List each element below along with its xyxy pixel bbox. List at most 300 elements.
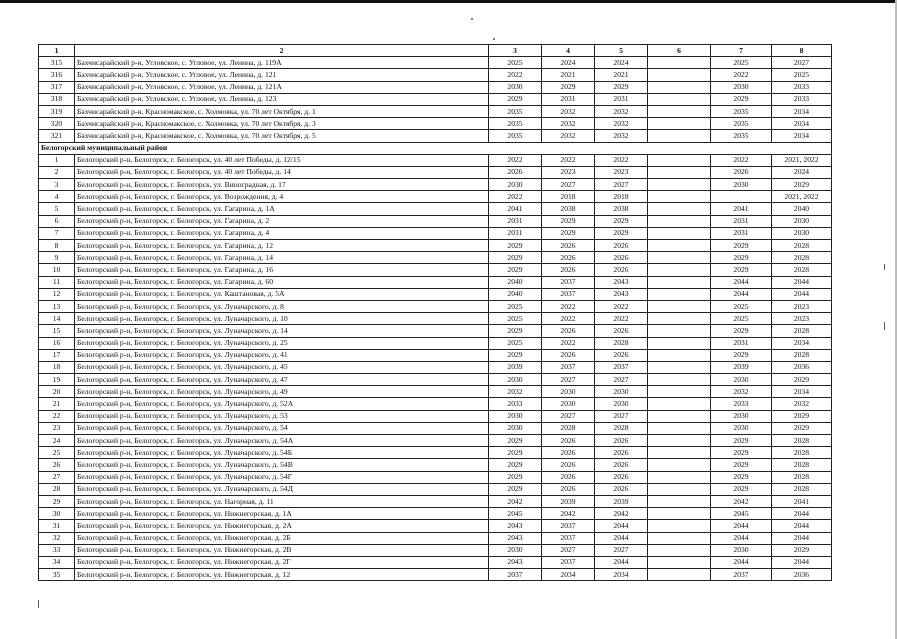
- table-row: [39, 154, 832, 166]
- table-row: [39, 276, 832, 288]
- address-cell: Бахчисарайский р-н, Красномакское, с. Холмовка, ул. 70 лет Октября, д. 1: [75, 105, 489, 117]
- year-cell: 2035: [489, 130, 542, 142]
- year-cell: 2018: [542, 191, 595, 203]
- row-number-cell: 29: [39, 495, 75, 507]
- address-cell: Бахчисарайский р-н, Угловское, с. Угловое, ул. Ленина, д. 121А: [75, 81, 489, 93]
- year-cell: 2039: [711, 361, 772, 373]
- year-cell: 2029: [772, 422, 832, 434]
- year-cell: [648, 569, 711, 581]
- year-cell: 2029: [711, 435, 772, 447]
- section-title: Белогорский муниципальный район: [39, 142, 832, 154]
- year-cell: 2044: [711, 556, 772, 568]
- year-cell: 2029: [711, 349, 772, 361]
- scan-speck: [884, 322, 885, 330]
- address-cell: Белогорский р-н, Белогорск, г. Белогорск, ул. Луначарского, д. 54Г: [75, 471, 489, 483]
- year-cell: 2029: [772, 374, 832, 386]
- year-cell: 2027: [595, 179, 648, 191]
- year-cell: [648, 520, 711, 532]
- year-cell: 2026: [542, 252, 595, 264]
- table-row: [39, 422, 832, 434]
- year-cell: 2022: [595, 313, 648, 325]
- year-cell: 2030: [711, 81, 772, 93]
- table-row: [39, 313, 832, 325]
- year-cell: 2025: [711, 57, 772, 69]
- year-cell: 2030: [489, 544, 542, 556]
- year-cell: 2043: [595, 288, 648, 300]
- year-cell: 2034: [595, 569, 648, 581]
- year-cell: 2037: [542, 520, 595, 532]
- row-number-cell: 12: [39, 288, 75, 300]
- year-cell: 2042: [489, 495, 542, 507]
- table-row: [39, 569, 832, 581]
- address-cell: Белогорский р-н, Белогорск, г. Белогорск, ул. Луначарского, д. 54Д: [75, 483, 489, 495]
- table-row: [39, 215, 832, 227]
- year-cell: 2029: [711, 459, 772, 471]
- year-cell: 2026: [595, 240, 648, 252]
- column-header: 2: [75, 45, 489, 57]
- address-cell: Белогорский р-н, Белогорск, г. Белогорск, ул. Гагарина, д. 12: [75, 240, 489, 252]
- year-cell: 2035: [711, 130, 772, 142]
- address-cell: Белогорский р-н, Белогорск, г. Белогорск, ул. Луначарского, д. 41: [75, 349, 489, 361]
- year-cell: 2025: [489, 300, 542, 312]
- year-cell: 2029: [711, 447, 772, 459]
- row-number-cell: 11: [39, 276, 75, 288]
- address-cell: Белогорский р-н, Белогорск, г. Белогорск, ул. Луначарского, д. 8: [75, 300, 489, 312]
- year-cell: 2027: [595, 374, 648, 386]
- address-cell: Бахчисарайский р-н, Угловское, с. Угловое, ул. Ленина, д. 121: [75, 69, 489, 81]
- year-cell: 2026: [542, 264, 595, 276]
- address-cell: Белогорский р-н, Белогорск, г. Белогорск, ул. Луначарского, д. 10: [75, 313, 489, 325]
- section-row: [39, 142, 832, 154]
- address-cell: Белогорский р-н, Белогорск, г. Белогорск, ул. 40 лет Победы, д. 14: [75, 166, 489, 178]
- table-row: [39, 398, 832, 410]
- year-cell: [648, 544, 711, 556]
- year-cell: 2044: [711, 288, 772, 300]
- year-cell: 2030: [489, 81, 542, 93]
- table-row: [39, 81, 832, 93]
- year-cell: 2029: [489, 435, 542, 447]
- row-number-cell: 21: [39, 398, 75, 410]
- year-cell: 2022: [542, 313, 595, 325]
- address-cell: Бахчисарайский р-н, Красномакское, с. Холмовка, ул. 70 лет Октября, д. 3: [75, 118, 489, 130]
- year-cell: [648, 166, 711, 178]
- year-cell: 2022: [489, 69, 542, 81]
- row-number-cell: 30: [39, 508, 75, 520]
- year-cell: 2032: [595, 118, 648, 130]
- column-header: 1: [39, 45, 75, 57]
- year-cell: 2026: [595, 447, 648, 459]
- table-row: [39, 288, 832, 300]
- row-number-cell: 318: [39, 93, 75, 105]
- table-row: [39, 483, 832, 495]
- address-cell: Бахчисарайский р-н, Красномакское, с. Холмовка, ул. 70 лет Октября, д. 5: [75, 130, 489, 142]
- address-cell: Белогорский р-н, Белогорск, г. Белогорск, ул. Гагарина, д. 16: [75, 264, 489, 276]
- year-cell: 2022: [711, 69, 772, 81]
- table-row: [39, 93, 832, 105]
- year-cell: [648, 361, 711, 373]
- year-cell: 2026: [542, 459, 595, 471]
- column-header: 3: [489, 45, 542, 57]
- year-cell: 2027: [772, 57, 832, 69]
- year-cell: 2023: [772, 313, 832, 325]
- year-cell: 2037: [542, 361, 595, 373]
- year-cell: 2044: [711, 520, 772, 532]
- row-number-cell: 23: [39, 422, 75, 434]
- address-cell: Белогорский р-н, Белогорск, г. Белогорск, ул. Луначарского, д. 54А: [75, 435, 489, 447]
- year-cell: 2022: [489, 191, 542, 203]
- year-cell: 2024: [595, 57, 648, 69]
- year-cell: 2026: [542, 325, 595, 337]
- year-cell: 2027: [542, 374, 595, 386]
- year-cell: 2035: [711, 118, 772, 130]
- row-number-cell: 17: [39, 349, 75, 361]
- address-cell: Бахчисарайский р-н, Угловское, с. Угловое, ул. Ленина, д. 123: [75, 93, 489, 105]
- year-cell: [648, 556, 711, 568]
- year-cell: 2040: [772, 203, 832, 215]
- year-cell: 2029: [489, 349, 542, 361]
- year-cell: 2043: [489, 532, 542, 544]
- year-cell: 2034: [772, 386, 832, 398]
- year-cell: 2026: [595, 459, 648, 471]
- year-cell: 2025: [711, 300, 772, 312]
- scan-speck: [471, 18, 473, 20]
- address-cell: Белогорский р-н, Белогорск, г. Белогорск, ул. Нижнегорская, д. 12: [75, 569, 489, 581]
- year-cell: 2028: [772, 252, 832, 264]
- year-cell: 2030: [489, 422, 542, 434]
- address-cell: Белогорский р-н, Белогорск, г. Белогорск, ул. Гагарина, д. 14: [75, 252, 489, 264]
- year-cell: 2044: [772, 532, 832, 544]
- year-cell: 2032: [542, 130, 595, 142]
- year-cell: 2044: [772, 288, 832, 300]
- address-cell: Белогорский р-н, Белогорск, г. Белогорск, ул. Луначарского, д. 25: [75, 337, 489, 349]
- year-cell: 2044: [772, 508, 832, 520]
- year-cell: 2023: [772, 300, 832, 312]
- year-cell: 2029: [542, 81, 595, 93]
- year-cell: 2030: [489, 410, 542, 422]
- table-row: [39, 374, 832, 386]
- column-header: 6: [648, 45, 711, 57]
- year-cell: 2029: [711, 252, 772, 264]
- address-cell: Белогорский р-н, Белогорск, г. Белогорск, ул. Луначарского, д. 47: [75, 374, 489, 386]
- year-cell: 2025: [489, 57, 542, 69]
- year-cell: 2029: [711, 471, 772, 483]
- row-number-cell: 5: [39, 203, 75, 215]
- row-number-cell: 24: [39, 435, 75, 447]
- year-cell: 2026: [595, 349, 648, 361]
- table-row: [39, 349, 832, 361]
- table-row: [39, 361, 832, 373]
- year-cell: 2033: [772, 93, 832, 105]
- year-cell: [648, 532, 711, 544]
- address-cell: Белогорский р-н, Белогорск, г. Белогорск, ул. 40 лет Победы, д. 12/15: [75, 154, 489, 166]
- table-row: [39, 459, 832, 471]
- address-cell: Белогорский р-н, Белогорск, г. Белогорск, ул. Луначарского, д. 54: [75, 422, 489, 434]
- year-cell: 2026: [595, 483, 648, 495]
- register-table: [38, 44, 832, 581]
- year-cell: 2029: [595, 81, 648, 93]
- year-cell: [648, 130, 711, 142]
- table-row: [39, 227, 832, 239]
- table-row: [39, 495, 832, 507]
- year-cell: 2024: [542, 57, 595, 69]
- year-cell: 2039: [542, 495, 595, 507]
- table-row: [39, 447, 832, 459]
- year-cell: [648, 349, 711, 361]
- year-cell: [648, 240, 711, 252]
- column-header: 5: [595, 45, 648, 57]
- row-number-cell: 1: [39, 154, 75, 166]
- row-number-cell: 33: [39, 544, 75, 556]
- row-number-cell: 18: [39, 361, 75, 373]
- table-row: [39, 240, 832, 252]
- address-cell: Белогорский р-н, Белогорск, г. Белогорск, ул. Нагорная, д. 11: [75, 495, 489, 507]
- year-cell: 2030: [542, 398, 595, 410]
- year-cell: 2022: [542, 337, 595, 349]
- year-cell: 2037: [595, 361, 648, 373]
- year-cell: 2034: [772, 130, 832, 142]
- year-cell: 2036: [772, 361, 832, 373]
- address-cell: Белогорский р-н, Белогорск, г. Белогорск, ул. Луначарского, д. 54Б: [75, 447, 489, 459]
- table-row: [39, 179, 832, 191]
- year-cell: 2027: [542, 179, 595, 191]
- year-cell: 2022: [595, 300, 648, 312]
- year-cell: [648, 93, 711, 105]
- year-cell: 2028: [772, 349, 832, 361]
- year-cell: 2032: [542, 118, 595, 130]
- year-cell: 2028: [595, 337, 648, 349]
- row-number-cell: 7: [39, 227, 75, 239]
- year-cell: 2036: [772, 569, 832, 581]
- year-cell: 2043: [489, 520, 542, 532]
- year-cell: [648, 386, 711, 398]
- row-number-cell: 321: [39, 130, 75, 142]
- year-cell: [648, 81, 711, 93]
- year-cell: 2026: [542, 435, 595, 447]
- column-number-header-row: [39, 45, 832, 57]
- year-cell: 2029: [711, 325, 772, 337]
- year-cell: 2027: [542, 544, 595, 556]
- year-cell: 2028: [772, 325, 832, 337]
- year-cell: 2029: [489, 471, 542, 483]
- row-number-cell: 320: [39, 118, 75, 130]
- scan-speck: [38, 600, 39, 608]
- table-row: [39, 264, 832, 276]
- year-cell: 2030: [711, 422, 772, 434]
- year-cell: 2044: [595, 520, 648, 532]
- table-row: [39, 118, 832, 130]
- table-row: [39, 386, 832, 398]
- year-cell: 2028: [772, 240, 832, 252]
- year-cell: 2034: [772, 105, 832, 117]
- year-cell: [648, 447, 711, 459]
- row-number-cell: 3: [39, 179, 75, 191]
- year-cell: [648, 264, 711, 276]
- year-cell: 2026: [542, 483, 595, 495]
- year-cell: [648, 179, 711, 191]
- year-cell: 2031: [542, 93, 595, 105]
- address-cell: Белогорский р-н, Белогорск, г. Белогорск, ул. Нижнегорская, д. 2Г: [75, 556, 489, 568]
- year-cell: 2032: [595, 130, 648, 142]
- year-cell: 2029: [489, 264, 542, 276]
- year-cell: 2043: [595, 276, 648, 288]
- row-number-cell: 31: [39, 520, 75, 532]
- year-cell: [648, 325, 711, 337]
- year-cell: 2029: [489, 325, 542, 337]
- year-cell: 2033: [711, 398, 772, 410]
- year-cell: [711, 191, 772, 203]
- year-cell: 2037: [542, 556, 595, 568]
- year-cell: [648, 252, 711, 264]
- year-cell: [648, 337, 711, 349]
- table-row: [39, 410, 832, 422]
- year-cell: 2022: [711, 154, 772, 166]
- year-cell: 2029: [489, 459, 542, 471]
- year-cell: 2029: [711, 264, 772, 276]
- row-number-cell: 16: [39, 337, 75, 349]
- year-cell: 2042: [542, 508, 595, 520]
- address-cell: Белогорский р-н, Белогорск, г. Белогорск, ул. Каштановая, д. 5А: [75, 288, 489, 300]
- year-cell: 2026: [542, 471, 595, 483]
- year-cell: 2044: [711, 276, 772, 288]
- year-cell: 2029: [772, 179, 832, 191]
- year-cell: [648, 508, 711, 520]
- row-number-cell: 26: [39, 459, 75, 471]
- year-cell: 2018: [595, 191, 648, 203]
- table-row: [39, 252, 832, 264]
- year-cell: 2027: [542, 410, 595, 422]
- row-number-cell: 22: [39, 410, 75, 422]
- address-cell: Белогорский р-н, Белогорск, г. Белогорск, ул. Луначарского, д. 54В: [75, 459, 489, 471]
- year-cell: 2030: [711, 179, 772, 191]
- year-cell: 2034: [772, 118, 832, 130]
- year-cell: 2030: [489, 179, 542, 191]
- year-cell: 2041: [772, 495, 832, 507]
- table-row: [39, 191, 832, 203]
- table-row: [39, 325, 832, 337]
- year-cell: 2029: [489, 252, 542, 264]
- year-cell: 2030: [772, 215, 832, 227]
- year-cell: 2022: [542, 300, 595, 312]
- year-cell: 2030: [489, 374, 542, 386]
- year-cell: 2034: [542, 569, 595, 581]
- year-cell: 2037: [542, 276, 595, 288]
- year-cell: 2024: [772, 166, 832, 178]
- year-cell: 2028: [772, 435, 832, 447]
- table-row: [39, 105, 832, 117]
- row-number-cell: 13: [39, 300, 75, 312]
- year-cell: 2044: [772, 520, 832, 532]
- address-cell: Белогорский р-н, Белогорск, г. Белогорск, ул. Луначарского, д. 45: [75, 361, 489, 373]
- year-cell: 2043: [489, 556, 542, 568]
- year-cell: 2029: [542, 215, 595, 227]
- year-cell: 2027: [595, 544, 648, 556]
- year-cell: 2040: [489, 276, 542, 288]
- year-cell: 2042: [711, 495, 772, 507]
- table-row: [39, 130, 832, 142]
- year-cell: 2037: [711, 569, 772, 581]
- year-cell: 2026: [542, 447, 595, 459]
- year-cell: 2032: [711, 386, 772, 398]
- year-cell: 2026: [542, 349, 595, 361]
- year-cell: 2030: [595, 386, 648, 398]
- year-cell: [648, 495, 711, 507]
- address-cell: Белогорский р-н, Белогорск, г. Белогорск, ул. Гагарина, д. 2: [75, 215, 489, 227]
- year-cell: [648, 215, 711, 227]
- column-header: 4: [542, 45, 595, 57]
- year-cell: [648, 459, 711, 471]
- year-cell: 2031: [711, 227, 772, 239]
- row-number-cell: 32: [39, 532, 75, 544]
- year-cell: 2029: [711, 240, 772, 252]
- year-cell: [648, 483, 711, 495]
- address-cell: Белогорский р-н, Белогорск, г. Белогорск, ул. Луначарского, д. 52А: [75, 398, 489, 410]
- year-cell: 2044: [711, 532, 772, 544]
- year-cell: 2037: [542, 532, 595, 544]
- year-cell: 2028: [772, 264, 832, 276]
- year-cell: 2029: [489, 447, 542, 459]
- column-header: 8: [772, 45, 832, 57]
- year-cell: [648, 118, 711, 130]
- row-number-cell: 34: [39, 556, 75, 568]
- table-row: [39, 337, 832, 349]
- table-row: [39, 435, 832, 447]
- address-cell: Белогорский р-н, Белогорск, г. Белогорск, ул. Нижнегорская, д. 2Б: [75, 532, 489, 544]
- year-cell: 2029: [595, 227, 648, 239]
- year-cell: 2033: [772, 81, 832, 93]
- year-cell: 2044: [595, 532, 648, 544]
- year-cell: 2028: [772, 471, 832, 483]
- year-cell: 2026: [595, 252, 648, 264]
- table-row: [39, 69, 832, 81]
- table-row: [39, 57, 832, 69]
- year-cell: 2026: [595, 435, 648, 447]
- row-number-cell: 28: [39, 483, 75, 495]
- table-row: [39, 166, 832, 178]
- year-cell: 2032: [595, 105, 648, 117]
- row-number-cell: 315: [39, 57, 75, 69]
- year-cell: 2039: [595, 495, 648, 507]
- year-cell: 2026: [595, 264, 648, 276]
- year-cell: 2042: [595, 508, 648, 520]
- address-cell: Белогорский р-н, Белогорск, г. Белогорск, ул. Возрождения, д. 4: [75, 191, 489, 203]
- year-cell: 2037: [489, 569, 542, 581]
- year-cell: 2032: [542, 105, 595, 117]
- year-cell: 2025: [489, 313, 542, 325]
- address-cell: Белогорский р-н, Белогорск, г. Белогорск, ул. Виноградная, д. 17: [75, 179, 489, 191]
- year-cell: [648, 276, 711, 288]
- year-cell: 2028: [772, 483, 832, 495]
- year-cell: 2038: [595, 203, 648, 215]
- year-cell: 2028: [542, 422, 595, 434]
- year-cell: [648, 398, 711, 410]
- year-cell: 2029: [772, 410, 832, 422]
- year-cell: [648, 300, 711, 312]
- year-cell: 2034: [772, 337, 832, 349]
- year-cell: 2045: [711, 508, 772, 520]
- year-cell: 2044: [595, 556, 648, 568]
- year-cell: [648, 69, 711, 81]
- row-number-cell: 20: [39, 386, 75, 398]
- year-cell: 2026: [489, 166, 542, 178]
- year-cell: 2035: [711, 105, 772, 117]
- year-cell: [648, 435, 711, 447]
- year-cell: 2041: [489, 203, 542, 215]
- year-cell: [648, 57, 711, 69]
- year-cell: 2031: [489, 227, 542, 239]
- year-cell: 2025: [489, 337, 542, 349]
- year-cell: 2032: [772, 398, 832, 410]
- column-header: 7: [711, 45, 772, 57]
